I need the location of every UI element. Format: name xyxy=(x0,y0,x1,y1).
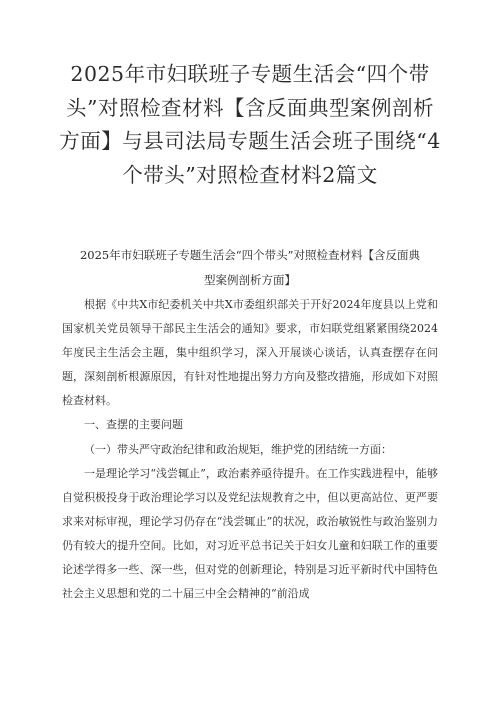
document-title: 2025年市妇联班子专题生活会“四个带头”对照检查材料【含反面典型案例剖析方面】 xyxy=(79,248,421,287)
document-body xyxy=(62,293,438,606)
intro-paragraph: 根据《中共X市纪委机关中共X市委组织部关于开好2024年度县以上党和国家机关党员领导干部民主生活会的通知》要求，市妇联党组紧紧围绕2024年度民主生活会主题，集中组织学习，深入开展谈心谈话，认真查摆存在问题，深刻剖析根源原因，有针对性地提出努力方向及整改措施，形成如下对照检查材料。 xyxy=(62,298,438,408)
body-paragraph: 一是理论学习“浅尝辄止”，政治素养亟待提升。在工作实践进程中，能够自觉积极投身于政治理论学习以及党纪法规教育之中，但以更高站位、更严要求来对标审视，理论学习仍存在“浅尝辄止”的状况，政治敏锐性与政治鉴别力仍有较大的提升空间。比如，对习近平总书记关于妇女儿童和妇联工作的重要论述学得多一些、深一些，但对党的创新理论，特别是习近平新时代中国特色社会主义思想和党的二十届三中全会精神的“前沿成 xyxy=(62,466,438,601)
subsection-heading: （一）带头严守政治纪律和政治规矩，维护党的团结统一方面： xyxy=(84,442,392,456)
cover-title: 2025年市妇联班子专题生活会“四个带头”对照检查材料【含反面典型案例剖析方面】与县司法局专题生活会班子围绕“4个带头”对照检查材料2篇文 xyxy=(59,62,441,187)
section-heading: 一、查摆的主要问题 xyxy=(84,418,183,432)
